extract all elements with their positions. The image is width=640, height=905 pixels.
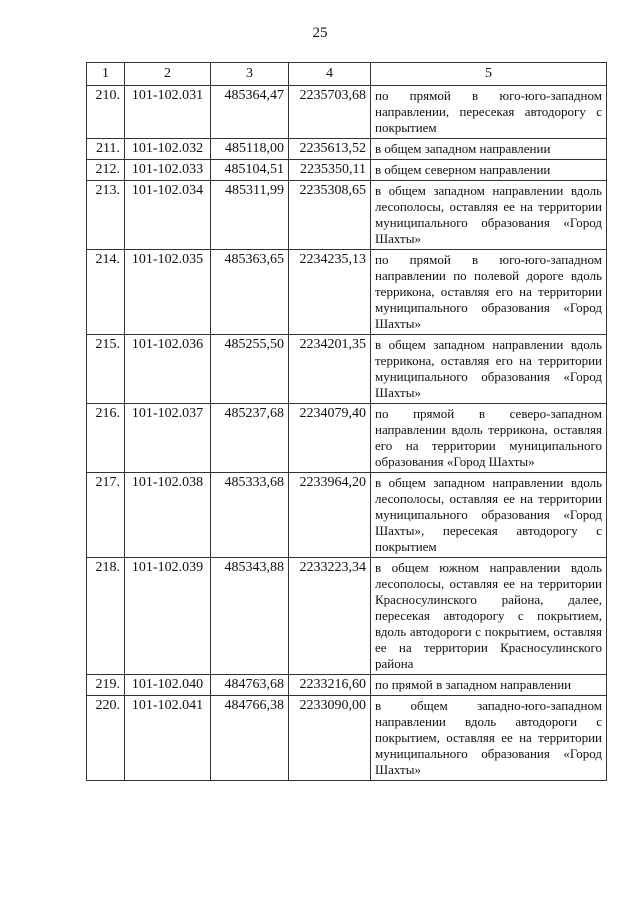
boundary-description: в общем южном направлении вдоль лесополосы, оставляя ее на территории Красносулинского района, далее, пересекая автодорогу с покрытием, вдоль автодороги с покрытием, оставляя ее на территории Красносулинского района: [371, 558, 607, 675]
boundary-description: по прямой в северо-западном направлении вдоль терриконa, оставляя его на территории муниципального образования «Город Шахты»: [371, 404, 607, 473]
row-number: 216.: [87, 404, 125, 473]
boundary-description: в общем западном направлении вдоль терриконa, оставляя его на территории муниципального образования «Город Шахты»: [371, 335, 607, 404]
coordinate-y: 2233216,60: [289, 675, 371, 696]
row-number: 220.: [87, 696, 125, 781]
table-row: [87, 558, 607, 675]
coordinate-y: 2234235,13: [289, 250, 371, 335]
table-row: [87, 181, 607, 250]
row-number: 215.: [87, 335, 125, 404]
coordinate-x: 485364,47: [211, 86, 289, 139]
table-row: [87, 250, 607, 335]
coordinate-x: 484766,38: [211, 696, 289, 781]
row-number: 214.: [87, 250, 125, 335]
column-header-1: 1: [87, 63, 125, 86]
table-row: [87, 696, 607, 781]
table-body: [87, 86, 607, 781]
column-header-5: 5: [371, 63, 607, 86]
boundary-description: по прямой в юго-юго-западном направлении, пересекая автодорогу с покрытием: [371, 86, 607, 139]
coordinate-y: 2235613,52: [289, 139, 371, 160]
row-number: 218.: [87, 558, 125, 675]
point-code: 101-102.032: [125, 139, 211, 160]
column-header-3: 3: [211, 63, 289, 86]
coordinate-y: 2234201,35: [289, 335, 371, 404]
row-number: 217.: [87, 473, 125, 558]
coordinate-y: 2235703,68: [289, 86, 371, 139]
coordinate-x: 485311,99: [211, 181, 289, 250]
coordinate-y: 2233090,00: [289, 696, 371, 781]
table-row: [87, 473, 607, 558]
point-code: 101-102.040: [125, 675, 211, 696]
boundary-description: по прямой в западном направлении: [371, 675, 607, 696]
point-code: 101-102.039: [125, 558, 211, 675]
table-row: [87, 86, 607, 139]
boundary-description: по прямой в юго-юго-западном направлении по полевой дороге вдоль терриконa, оставляя его на территории муниципального образования «Город Шахты»: [371, 250, 607, 335]
boundary-description: в общем западном направлении вдоль лесополосы, оставляя ее на территории муниципального образования «Город Шахты», пересекая автодорогу с покрытием: [371, 473, 607, 558]
table-row: [87, 675, 607, 696]
table-row: [87, 160, 607, 181]
coordinate-y: 2235350,11: [289, 160, 371, 181]
point-code: 101-102.041: [125, 696, 211, 781]
coordinates-table: [86, 62, 607, 781]
boundary-description: в общем северном направлении: [371, 160, 607, 181]
coordinate-y: 2234079,40: [289, 404, 371, 473]
table-header: [87, 63, 607, 86]
point-code: 101-102.033: [125, 160, 211, 181]
point-code: 101-102.031: [125, 86, 211, 139]
coordinate-x: 485118,00: [211, 139, 289, 160]
coordinate-x: 485333,68: [211, 473, 289, 558]
column-header-4: 4: [289, 63, 371, 86]
header-row: [87, 63, 607, 86]
row-number: 211.: [87, 139, 125, 160]
row-number: 212.: [87, 160, 125, 181]
coordinate-y: 2233223,34: [289, 558, 371, 675]
row-number: 219.: [87, 675, 125, 696]
boundary-description: в общем западном направлении: [371, 139, 607, 160]
coordinate-x: 485104,51: [211, 160, 289, 181]
column-header-2: 2: [125, 63, 211, 86]
table-row: [87, 404, 607, 473]
boundary-description: в общем западно-юго-западном направлении вдоль автодороги с покрытием, оставляя ее на территории муниципального образования «Город Шахты»: [371, 696, 607, 781]
boundary-description: в общем западном направлении вдоль лесополосы, оставляя ее на территории муниципального образования «Город Шахты»: [371, 181, 607, 250]
coordinate-x: 485343,88: [211, 558, 289, 675]
table-row: [87, 335, 607, 404]
point-code: 101-102.034: [125, 181, 211, 250]
coordinate-y: 2235308,65: [289, 181, 371, 250]
point-code: 101-102.037: [125, 404, 211, 473]
point-code: 101-102.038: [125, 473, 211, 558]
point-code: 101-102.036: [125, 335, 211, 404]
page-number: 25: [312, 25, 328, 41]
coordinate-x: 485237,68: [211, 404, 289, 473]
point-code: 101-102.035: [125, 250, 211, 335]
row-number: 213.: [87, 181, 125, 250]
coordinate-x: 484763,68: [211, 675, 289, 696]
row-number: 210.: [87, 86, 125, 139]
coordinate-x: 485363,65: [211, 250, 289, 335]
coordinate-x: 485255,50: [211, 335, 289, 404]
coordinate-y: 2233964,20: [289, 473, 371, 558]
table-row: [87, 139, 607, 160]
